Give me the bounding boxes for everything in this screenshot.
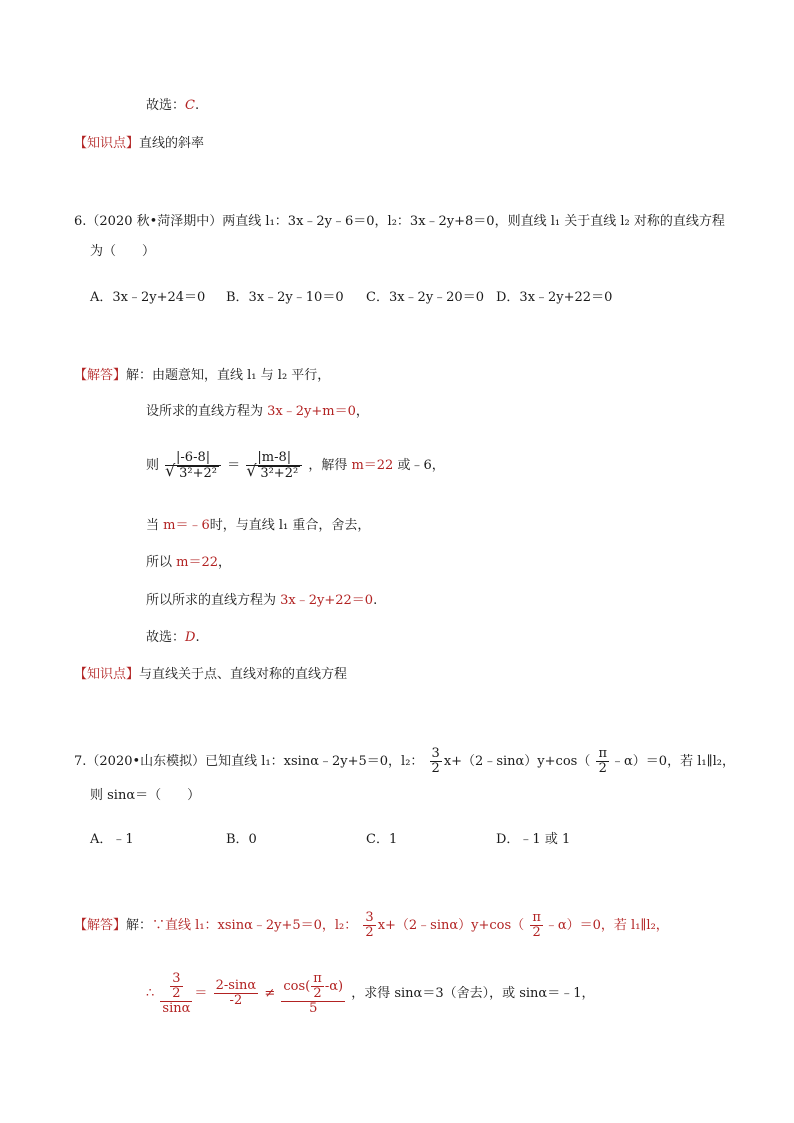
q6-solution-line6: 所以所求的直线方程为 3x﹣2y+22＝0. [146, 593, 378, 608]
q6-solution-line3: 则 |-6-8| √ 3²+2² ＝ |m-8| √ 3²+2² ，解得 m＝22 或﹣6， [146, 444, 445, 488]
q6-solution-line2: 设所求的直线方程为 3x﹣2y+m＝0， [146, 404, 369, 419]
q7-fraction-3: cos( $\frac{\pi}{2}$ -α) 5 [283, 970, 344, 1016]
q6-option-a: A．3x﹣2y+24＝0 [90, 290, 206, 305]
q7-option-b: B．0 [226, 832, 257, 847]
q6-stem: 6.（2020 秋•菏泽期中）两直线 l₁：3x﹣2y﹣6＝0，l₂：3x﹣2y+8＝0，则直线 l₁ 关于直线 l₂ 对称的直线方程 [74, 214, 725, 229]
q6-solution-line1: 【解答】解：由题意知，直线 l₁ 与 l₂ 平行， [74, 368, 331, 383]
q6-option-d: D．3x﹣2y+22＝0 [496, 290, 613, 305]
q6-solution-line7: 故选：D. [146, 630, 200, 645]
q6-stem-line2: 为（ ） [90, 244, 156, 259]
q7-big-fraction: $\frac{\frac{3}{2}}{\sin\alpha}$ [162, 970, 191, 1016]
q7-frac-3-2: $\frac{3}{2}$ [431, 746, 440, 776]
q7-solution-line2: ∴ $\frac{\frac{3}{2}}{\sin\alpha}$ ＝ $\frac{2-\sin\alpha}{-2}$ ≠ cos( $\frac{\pi}{2}$ -α) 5 ，求得 sinα＝3（舍去），或 sinα＝﹣1， [146, 970, 595, 1016]
q6-fraction-1: |-6-8| √ 3²+2² [165, 451, 221, 481]
q7-solution-line1: 【解答】解：∵直线 l₁：xsinα﹣2y+5＝0，l₂： $\frac{3}{2}$ x+（2﹣sinα）y+cos（ $\frac{\pi}{2}$ ﹣α）＝0，若 l₁∥l₂， [74, 910, 669, 940]
q6-solution-line4: 当 m＝﹣6时，与直线 l₁ 重合，舍去， [146, 518, 371, 533]
q7-option-c: C．1 [366, 832, 398, 847]
q7-sol-frac-pi-2: $\frac{\pi}{2}$ [532, 910, 541, 940]
q7-option-d: D．﹣1 或 1 [496, 832, 571, 847]
prev-knowledge-point: 【知识点】直线的斜率 [74, 136, 205, 151]
prev-answer: 故选：C. [146, 98, 200, 113]
q6-knowledge-point: 【知识点】与直线关于点、直线对称的直线方程 [74, 667, 348, 682]
q7-sol-frac-3-2: $\frac{3}{2}$ [365, 910, 374, 940]
q7-stem: 7.（2020•山东模拟）已知直线 l₁：xsinα﹣2y+5＝0，l₂： $\frac{3}{2}$ x+（2﹣sinα）y+cos（ $\frac{\pi}{2}$ ﹣α）＝0，若 l₁∥l₂， [74, 746, 735, 776]
q7-stem-line2: 则 sinα＝（ ） [90, 788, 201, 803]
q7-frac-pi-2: $\frac{\pi}{2}$ [598, 746, 608, 776]
q6-fraction-2: |m-8| √ 3²+2² [246, 451, 302, 481]
q6-solution-line5: 所以 m＝22， [146, 555, 232, 570]
q6-option-c: C．3x﹣2y﹣20＝0 [366, 290, 484, 305]
q6-option-b: B．3x﹣2y﹣10＝0 [226, 290, 344, 305]
q7-fraction-2: $\frac{2-\sin\alpha}{-2}$ [215, 978, 257, 1008]
q7-option-a: A．﹣1 [90, 832, 134, 847]
